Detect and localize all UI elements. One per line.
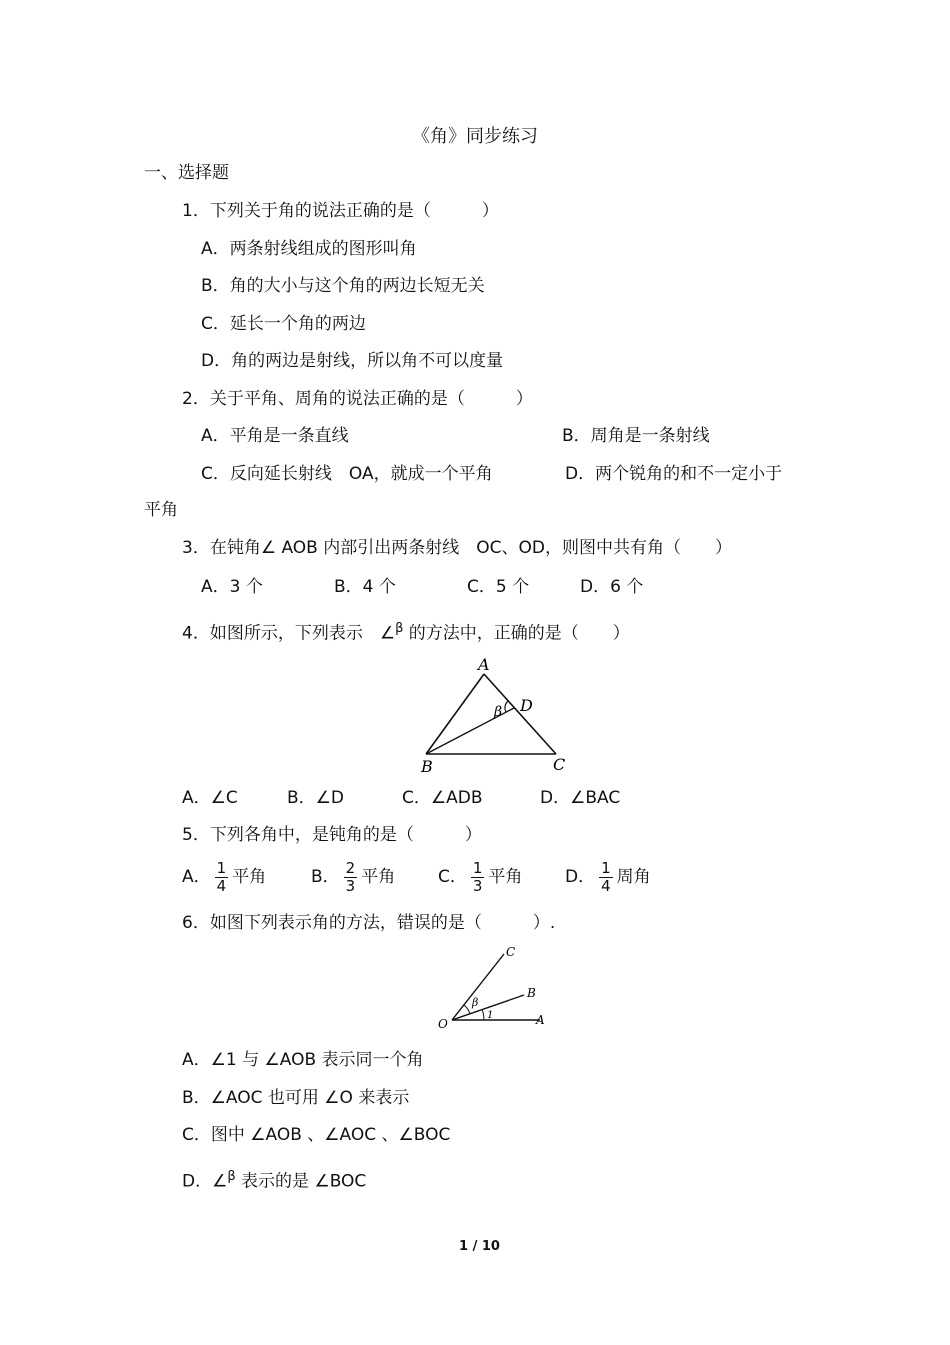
q3-stem: 3．在钝角∠ AOB 内部引出两条射线 OC、OD，则图中共有角（ ） [182, 538, 732, 558]
q6-angle-arc-1 [482, 1009, 484, 1020]
q5-option-d [565, 857, 651, 897]
q4-label-c: C [553, 755, 566, 774]
q3-option-d: D．6 个 [580, 577, 644, 597]
q1-option-d: D．角的两边是射线，所以角不可以度量 [201, 351, 504, 371]
page-title: 《角》同步练习 [412, 126, 538, 147]
q4-triangle-figure [410, 652, 580, 778]
q2-option-d: D．两个锐角的和不一定小于 [565, 464, 783, 484]
q6-angle-arc-beta [464, 1005, 470, 1014]
q2-option-a: A．平角是一条直线 [201, 426, 349, 446]
q3-option-b: B．4 个 [334, 577, 396, 597]
q1-option-a: A．两条射线组成的图形叫角 [201, 239, 417, 259]
q1-option-c: C．延长一个角的两边 [201, 314, 366, 334]
q5-option-b [311, 857, 395, 897]
q6-option-a: A．∠1 与 ∠AOB 表示同一个角 [182, 1050, 424, 1070]
fraction-numerator: 1 [216, 858, 227, 877]
q4-stem-post: 的方法中，正确的是（ ） [403, 623, 630, 644]
q4-side-ab [426, 674, 484, 754]
fraction-denominator: 3 [345, 876, 356, 895]
q6-label-1: 1 [487, 1010, 494, 1021]
q6-option-d-pre: D．∠ [182, 1171, 228, 1192]
fraction-denominator: 4 [216, 876, 227, 895]
fraction-numerator: 2 [345, 858, 356, 877]
q5-option-c-fraction [471, 860, 485, 895]
fraction-denominator: 4 [601, 876, 611, 895]
q6-label-b: B [527, 986, 536, 1000]
q4-option-c: C．∠ADB [402, 788, 483, 808]
q4-label-a: A [478, 655, 490, 674]
q5-option-b-label: B． [311, 867, 340, 887]
q5-option-d-label: D． [565, 867, 596, 887]
q5-option-a-fraction [215, 860, 229, 895]
q6-stem: 6．如图下列表示角的方法，错误的是（ ）. [182, 913, 556, 933]
q4-stem-beta: β [395, 621, 404, 636]
fraction-denominator: 3 [472, 876, 483, 895]
q6-label-o: O [438, 1017, 448, 1031]
q6-option-d-beta: β [227, 1169, 236, 1184]
q4-option-a: A．∠C [182, 788, 238, 808]
q5-option-c-unit: 平角 [488, 867, 523, 887]
q6-option-d [182, 1166, 366, 1193]
q6-label-c: C [506, 945, 516, 959]
q5-option-b-fraction [344, 860, 358, 895]
q5-option-c-label: C． [438, 867, 467, 887]
q4-stem-pre: 4．如图所示，下列表示 ∠ [182, 623, 396, 644]
q6-option-c: C．图中 ∠AOB 、∠AOC 、∠BOC [182, 1125, 451, 1145]
q6-ray-oc [452, 954, 504, 1020]
q4-label-d: D [520, 696, 533, 715]
page-number: 1 / 10 [459, 1239, 500, 1254]
q4-option-b: B．∠D [287, 788, 344, 808]
q4-option-d: D．∠BAC [540, 788, 621, 808]
q5-stem: 5．下列各角中，是钝角的是（ ） [182, 825, 482, 845]
q5-option-a-unit: 平角 [232, 867, 267, 887]
q5-option-a [182, 857, 266, 897]
q6-label-a: A [536, 1013, 545, 1027]
q2-option-d-continued: 平角 [144, 500, 178, 520]
q1-stem: 1．下列关于角的说法正确的是（ ） [182, 201, 499, 221]
q6-label-beta: β [472, 996, 479, 1009]
q4-angle-arc [505, 701, 508, 712]
fraction-numerator: 1 [601, 858, 611, 877]
q5-option-d-unit: 周角 [616, 867, 651, 887]
q6-option-b: B．∠AOC 也可用 ∠O 来表示 [182, 1088, 410, 1108]
q3-option-c: C．5 个 [467, 577, 530, 597]
q1-option-b: B．角的大小与这个角的两边长短无关 [201, 276, 485, 296]
q4-stem [182, 618, 630, 645]
q4-label-beta: β [494, 704, 503, 720]
q4-label-b: B [421, 757, 433, 776]
q6-angle-figure [432, 940, 557, 1035]
q6-option-d-post: 表示的是 ∠BOC [235, 1171, 367, 1192]
fraction-numerator: 1 [472, 858, 483, 877]
q2-option-c: C．反向延长射线 OA，就成一个平角 [201, 464, 493, 484]
q5-option-d-fraction [599, 860, 613, 895]
q2-option-b: B．周角是一条射线 [562, 426, 710, 446]
q3-option-a: A．3 个 [201, 577, 263, 597]
q2-stem: 2．关于平角、周角的说法正确的是（ ） [182, 389, 533, 409]
q5-option-c [438, 857, 522, 897]
q5-option-a-label: A． [182, 867, 211, 887]
q5-option-b-unit: 平角 [361, 867, 396, 887]
section-heading: 一、选择题 [144, 163, 229, 183]
